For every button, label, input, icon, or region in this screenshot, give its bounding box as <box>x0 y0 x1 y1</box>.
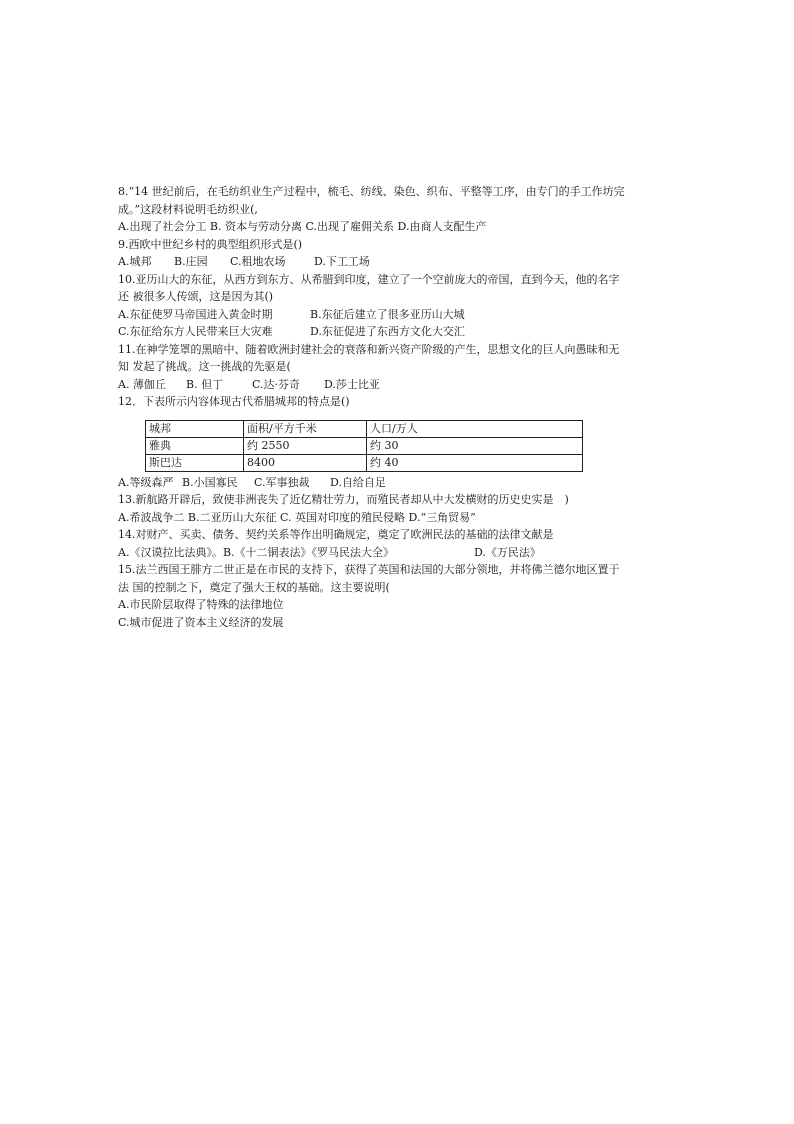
question-9-option-b: B.庄园 <box>174 255 208 268</box>
question-10-options-row-2 <box>118 323 678 341</box>
question-9-option-d: D.下工工场 <box>314 255 370 268</box>
table-row <box>146 454 583 471</box>
question-12 <box>118 393 678 491</box>
question-10-option-d: D.东征促进了东西方文化大交汇 <box>310 325 465 338</box>
question-12-option-a: A.等级森严 <box>118 475 174 489</box>
question-list <box>118 183 678 631</box>
table-cell: 雅典 <box>146 437 244 454</box>
question-15-stem-line-2: 法 国的控制之下，奠定了强大王权的基础。这主要说明( <box>118 580 390 594</box>
question-11-option-b: B. 但丁 <box>186 377 224 391</box>
question-10-options-row-1 <box>118 306 678 324</box>
question-10-option-b: B.东征后建立了很多亚历山大城 <box>310 307 465 321</box>
question-8-options-text: A.出现了社会分工 B. 资本与劳动分离 C.出现了雇佣关系 D.由商人支配生产 <box>118 220 487 233</box>
question-9-options <box>118 253 678 271</box>
question-11-option-d: D.莎士比亚 <box>324 377 380 391</box>
question-11-stem-line-1: 11.在神学笼罩的黑暗中、随着欧洲封建社会的衰落和新兴资产阶级的产生，思想文化的巨人向愚昧和无 <box>118 342 620 356</box>
table-row <box>146 437 583 454</box>
question-13 <box>118 491 678 526</box>
question-8-options <box>118 218 678 236</box>
question-15-option-a: A.市民阶层取得了特殊的法律地位 <box>118 598 284 611</box>
question-13-options <box>118 509 678 527</box>
question-8-stem-line-1: 8.“14 世纪前后，在毛纺织业生产过程中，梳毛、纺线、染色、织布、平整等工序，由专门的手工作坊完 <box>118 185 625 198</box>
table-cell: 约 40 <box>367 454 583 471</box>
question-9-option-c: C.租地农场 <box>230 255 286 268</box>
table-header-cell: 面积/平方千米 <box>244 420 367 437</box>
question-12-option-c: C.军事独裁 <box>254 475 310 489</box>
table-header-row <box>146 420 583 437</box>
question-10-option-a: A.东征使罗马帝国进入黄金时期 <box>118 307 273 321</box>
question-14-options <box>118 544 678 562</box>
question-9 <box>118 236 678 271</box>
question-11 <box>118 341 678 394</box>
question-15-option-c: C.城市促进了资本主义经济的发展 <box>118 615 284 629</box>
question-14-option-d: D.《万民法》 <box>474 545 541 559</box>
question-12-options <box>118 474 678 492</box>
question-11-option-c: C.达·芬奇 <box>252 377 301 391</box>
question-11-option-a: A. 薄伽丘 <box>118 377 166 391</box>
question-15 <box>118 561 678 631</box>
question-15-stem-line-1: 15.法兰西国王腓方二世正是在市民的支持下，获得了英国和法国的大部分领地，并将佛兰德尔地区置于 <box>118 563 620 576</box>
question-12-option-d: D.自给自足 <box>330 475 386 489</box>
question-8 <box>118 183 678 236</box>
question-13-options-text: A.希波战争二 B.二亚历山大东征 C. 英国对印度的殖民侵略 D.“三角贸易” <box>118 510 476 524</box>
city-state-table <box>145 420 583 472</box>
question-10-stem-line-1: 10.亚历山大的东征，从西方到东方、从希腊到印度，建立了一个空前庞大的帝国，直到今天，他的名字 <box>118 272 620 286</box>
table-cell: 约 2550 <box>244 437 367 454</box>
question-13-stem: 13.新航路开辟后，致使非洲丧失了近亿精壮劳力，而殖民者却从中大发横财的历史史实是 ) <box>118 493 569 506</box>
question-10-stem-line-2: 还 被很多人传颂，这是因为其() <box>118 290 274 303</box>
question-10 <box>118 271 678 341</box>
table-cell: 斯巴达 <box>146 454 244 471</box>
question-15-option-a-row <box>118 596 678 614</box>
question-14-stem: 14.对财产、买卖、债务、契约关系等作出明确规定，奠定了欧洲民法的基础的法律文献是 <box>118 528 554 541</box>
question-10-option-c: C.东征给东方人民带来巨大灾难 <box>118 325 273 338</box>
table-header-cell: 城邦 <box>146 420 244 437</box>
question-8-stem-line-2: 成。”这段材料说明毛纺织业(, <box>118 202 258 216</box>
table-cell: 约 30 <box>367 437 583 454</box>
question-9-stem: 9.西欧中世纪乡村的典型组织形式是() <box>118 237 303 251</box>
question-11-options <box>118 376 678 394</box>
question-12-stem: 12．下表所示内容体现古代希腊城邦的特点是() <box>118 395 350 408</box>
question-14 <box>118 526 678 561</box>
question-15-option-c-row <box>118 614 678 632</box>
question-12-option-b: B.小国寡民 <box>182 475 238 489</box>
table-cell: 8400 <box>244 454 367 471</box>
question-9-option-a: A.城邦 <box>118 255 152 268</box>
table-header-cell: 人口/万人 <box>367 420 583 437</box>
question-14-options-abc: A.《汉谟拉比法典》。B.《十二铜表法》《罗马民法大全》 <box>118 545 395 559</box>
question-11-stem-line-2: 知 发起了挑战。这一挑战的先驱是( <box>118 360 291 373</box>
